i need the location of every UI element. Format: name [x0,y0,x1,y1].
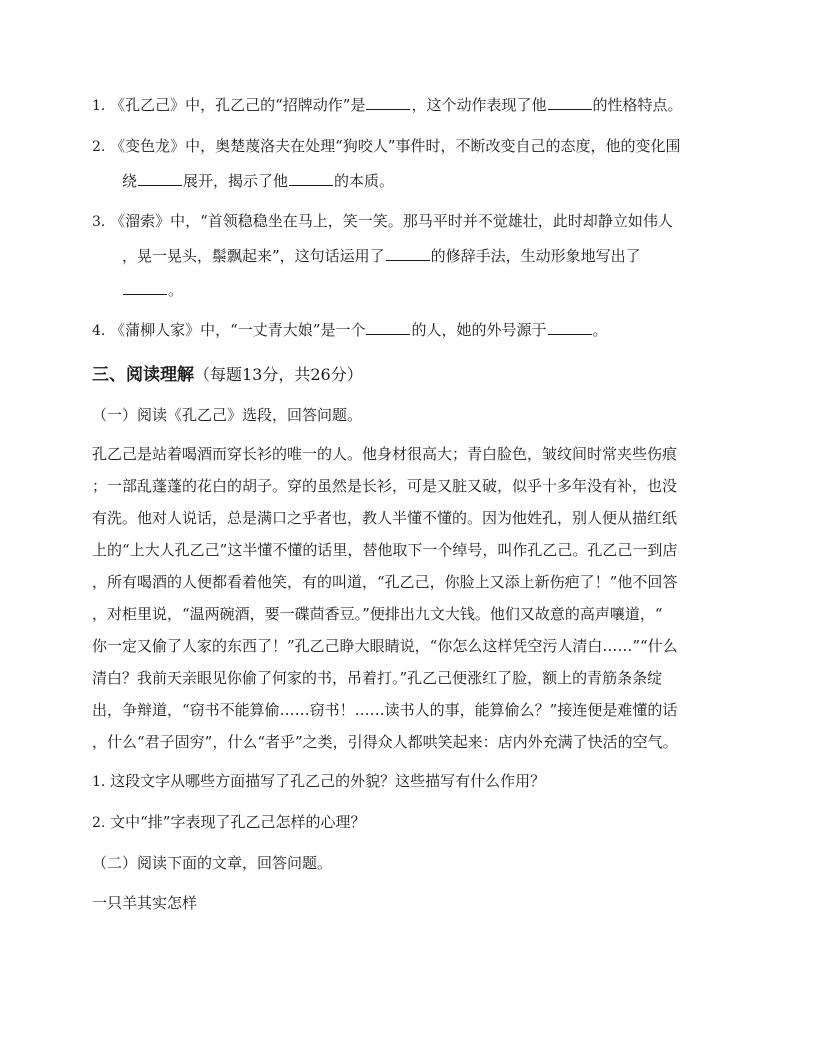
reading-question-2 [92,805,728,840]
question-number: 1. [92,774,106,790]
part1-heading: （一）阅读《孔乙己》选段，回答问题。 [92,406,363,424]
answer-blank[interactable] [386,259,430,261]
passage-line: ，什么“君子固穷”，什么“者乎”之类，引得众人都哄笑起来：店内外充满了快活的空气。 [92,733,678,751]
answer-blank[interactable] [366,333,410,335]
passage-line: 出，争辩道，“窃书不能算偷……窃书！……读书人的事，能算偷么？”接连便是难懂的话 [92,701,678,719]
answer-blank[interactable] [366,108,410,110]
question-text: 的人，她的外号源于 [411,321,547,339]
fill-question-2 [92,129,728,164]
question-text: 这段文字从哪些方面描写了孔乙己的外貌？这些描写有什么作用？ [110,772,546,790]
passage-line: 有洗。他对人说话，总是满口之乎者也，教人半懂不懂的。因为他姓孔，别人便从描红纸 [92,509,678,527]
answer-blank[interactable] [123,293,167,295]
question-text: 《蒲柳人家》中，“一丈青大娘”是一个 [110,321,366,339]
fill-question-3-line2 [92,239,728,273]
question-number: 2. [92,139,106,155]
question-number: 2. [92,815,106,831]
question-text: 。 [592,321,608,339]
answer-blank[interactable] [548,333,592,335]
question-text: 展开，揭示了他 [183,172,289,190]
passage-line: 清白？我前天亲眼见你偷了何家的书，吊着打。”孔乙己便涨红了脸，额上的青筋条条绽 [92,669,663,687]
question-text: 《孔乙己》中，孔乙己的“招牌动作”是 [110,96,366,114]
question-text: 绕 [122,172,138,190]
question-text: 《变色龙》中，奥楚蔑洛夫在处理“狗咬人”事件时，不断改变自己的态度，他的变化围 [110,137,681,155]
fill-question-3 [92,204,728,239]
section-title-text: 三、阅读理解 [92,365,194,385]
question-text: 。 [168,281,184,299]
answer-blank[interactable] [289,184,333,186]
question-text: 的本质。 [334,172,395,190]
fill-question-2-line2 [92,164,728,198]
question-text: 的修辞手法，生动形象地写出了 [430,247,641,265]
passage-line: 上的“上大人孔乙己”这半懂不懂的话里，替他取下一个绰号，叫作孔乙己。孔乙己一到店 [92,541,678,559]
fill-question-1 [92,88,728,123]
part2-heading: （二）阅读下面的文章，回答问题。 [92,854,333,872]
fill-question-3-line3 [92,273,728,307]
question-text: 文中“排”字表现了孔乙己怎样的心理？ [110,813,366,831]
question-text: ，这个动作表现了他 [411,96,547,114]
exam-page [92,88,728,920]
answer-blank[interactable] [548,108,592,110]
passage-line: ；一部乱蓬蓬的花白的胡子。穿的虽然是长衫，可是又脏又破，似乎十多年没有补，也没 [92,477,678,495]
question-number: 4. [92,323,106,339]
question-number: 3. [92,214,106,230]
fill-question-4 [92,313,728,348]
question-number: 1. [92,98,106,114]
reading-passage [92,438,728,758]
question-text: 《溜索》中，“首领稳稳坐在马上，笑一笑。那马平时并不觉雄壮，此时却静立如伟人 [110,212,673,230]
passage-line: 孔乙己是站着喝酒而穿长衫的唯一的人。他身材很高大；青白脸色，皱纹间时常夹些伤痕 [92,445,678,463]
reading-question-1 [92,764,728,799]
section-title [92,358,728,392]
passage-line: 你一定又偷了人家的东西了！”孔乙己睁大眼睛说，“你怎么这样凭空污人清白……”“什么 [92,637,678,655]
passage-line: ，所有喝酒的人便都看着他笑，有的叫道，“孔乙己，你脸上又添上新伤疤了！”他不回答 [92,573,678,591]
answer-blank[interactable] [138,184,182,186]
question-text: 的性格特点。 [592,96,683,114]
passage-line: ，对柜里说，“温两碗酒，要一碟茴香豆。”便排出九文大钱。他们又故意的高声嚷道，“ [92,605,663,623]
article-title: 一只羊其实怎样 [92,894,198,912]
section-score-note: （每题13分，共26分） [194,365,363,384]
question-text: ，晃一晃头，鬃飘起来”，这句话运用了 [122,247,385,265]
